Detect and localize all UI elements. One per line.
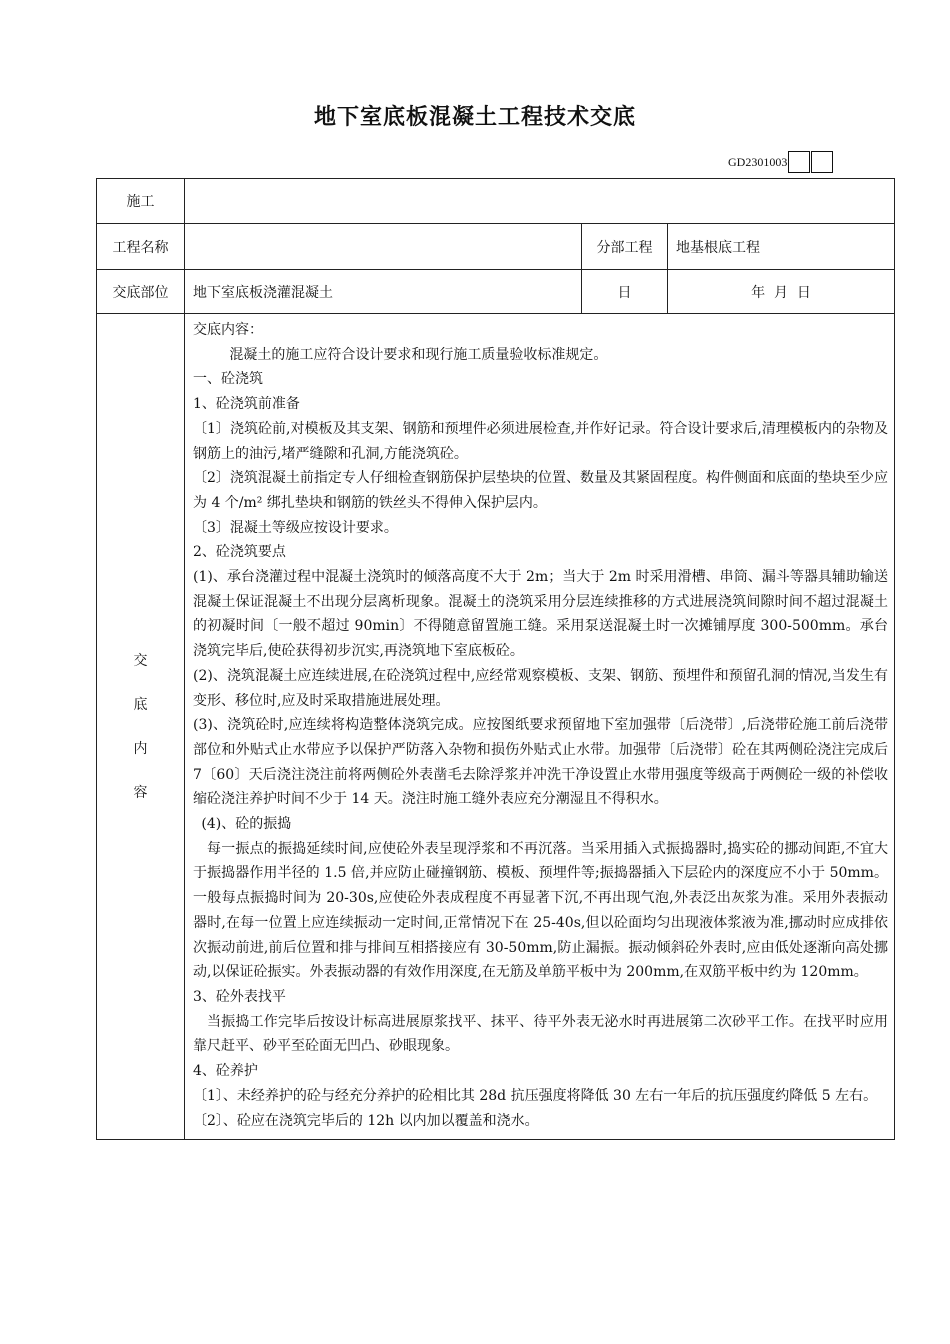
document-code [728, 151, 833, 173]
content-paragraph: 〔2〕、砼应在浇筑完毕后的 12h 以内加以覆盖和浇水。 [193, 1112, 539, 1129]
disclosure-content [185, 314, 895, 1140]
division-label: 分部工程 [582, 224, 668, 270]
side-label [97, 314, 185, 1140]
subsection-heading: (4)、砼的振捣 [201, 816, 292, 833]
location-label: 交底部位 [97, 270, 185, 314]
content-paragraph: 〔2〕浇筑混凝土前指定专人仔细检查钢筋保护层垫块的位置、数量及其紧固程度。构件侧面和底面的垫块至少应为 4 个/m² 绑扎垫块和钢筋的铁丝头不得伸入保护层内。 [193, 470, 889, 511]
code-box-1[interactable] [788, 151, 810, 173]
document-code-text: GD2301003 [728, 154, 788, 169]
content-paragraph: 〔1〕浇筑砼前,对模板及其支架、钢筋和预埋件必须进展检查,并作好记录。符合设计要求后,清理模板内的杂物及钢筋上的油污,堵严缝隙和孔洞,方能浇筑砼。 [193, 420, 889, 462]
content-paragraph: 〔3〕混凝土等级应按设计要求。 [193, 519, 398, 536]
content-paragraph: (2)、浇筑混凝土应连续进展,在砼浇筑过程中,应经常观察模板、支架、钢筋、预埋件和预留孔洞的情况,当发生有变形、移位时,应及时采取措施进展处理。 [193, 667, 889, 709]
side-char-1: 交 [133, 652, 148, 669]
subsection-heading: 2、砼浇筑要点 [193, 544, 286, 561]
subsection-heading: 3、砼外表找平 [193, 988, 286, 1005]
project-name-label: 工程名称 [97, 224, 185, 270]
side-char-2: 底 [133, 696, 148, 713]
content-heading: 交底内容： [193, 322, 263, 338]
division-value[interactable]: 地基根底工程 [668, 224, 895, 270]
code-box-2[interactable] [811, 151, 833, 173]
construction-label: 施工 [97, 179, 185, 224]
row-content [97, 314, 895, 1140]
subsection-heading: 1、砼浇筑前准备 [193, 396, 300, 413]
content-paragraph: (3)、浇筑砼时,应连续将构造整体浇筑完成。应按图纸要求预留地下室加强带〔后浇带〕,后浇带砼施工前后浇带部位和外贴式止水带应予以保护严防落入杂物和损伤外贴式止水带。加强带〔后浇带〕砼在其两侧砼浇注完成后 7〔60〕天后浇注浇注前将两侧砼外表凿毛去除浮浆并冲洗干净设置止水带用强度等级高于两侧砼一级的补偿收缩砼浇注养护时间不少于 14 天。浇注时施工缝外表应充分潮湿且不得积水。 [193, 717, 889, 808]
subsection-heading: 4、砼养护 [193, 1063, 258, 1080]
document-title: 地下室底板混凝土工程技术交底 [313, 105, 636, 130]
content-paragraph: 每一振点的振捣延续时间,应使砼外表呈现浮浆和不再沉落。当采用插入式振捣器时,捣实砼的挪动间距,不宜大于振捣器作用半径的 1.5 倍,并应防止碰撞钢筋、模板、预埋件等;振捣器插入下层砼内的深度应不小于 50mm。一般每点振捣时间为 20-30s,应使砼外表成程度不再显著下沉,不再出现气泡,外表泛出灰浆为准。采用外表振动器时,在每一位置上应连续振动一定时间,正常情况下在 25-40s,但以砼面均匀出现液体浆液为准,挪动时应成排依次振动前进,前后位置和排与排间互相搭接应有 30-50mm,防止漏振。振动倾斜砼外表时,应由低处逐渐向高处挪动,以保证砼振实。外表振动器的有效作用深度,在无筋及单筋平板中为 200mm,在双筋平板中约为 120mm。 [193, 840, 889, 981]
date-value[interactable]: 年 月 日 [668, 270, 895, 314]
row-location [97, 270, 895, 314]
disclosure-table [96, 178, 895, 1140]
row-project [97, 224, 895, 270]
content-paragraph: 当振捣工作完毕后按设计标高进展原浆找平、抹平、待平外表无泌水时再进展第二次砂平工作。在找平时应用靠尺赶平、砂平至砼面无凹凸、砂眼现象。 [193, 1013, 889, 1055]
location-value[interactable]: 地下室底板浇灌混凝土 [185, 270, 582, 314]
date-label: 日 [582, 270, 668, 314]
section-heading: 一、砼浇筑 [193, 371, 263, 388]
side-char-4: 容 [133, 784, 148, 801]
row-construction [97, 179, 895, 224]
side-char-3: 内 [133, 740, 148, 757]
project-name-value[interactable] [185, 224, 582, 270]
construction-value[interactable] [185, 179, 895, 224]
content-paragraph: (1)、承台浇灌过程中混凝土浇筑时的倾落高度不大于 2m；当大于 2m 时采用滑槽、串筒、漏斗等器具辅助输送混凝土保证混凝土不出现分层离析现象。混凝土的浇筑采用分层连续推移的方式进展浇筑间隙时间不超过混凝土的初凝时间〔一般不超过 90min〕不得随意留置施工缝。采用泵送混凝土时一次摊铺厚度 300-500mm。承台浇筑完毕后,使砼获得初步沉实,再浇筑地下室底板砼。 [193, 569, 889, 660]
content-paragraph: 〔1〕、未经养护的砼与经充分养护的砼相比其 28d 抗压强度将降低 30 左右一年后的抗压强度约降低 5 左右。 [193, 1087, 878, 1104]
content-line: 混凝土的施工应符合设计要求和现行施工质量验收标准规定。 [229, 346, 608, 363]
